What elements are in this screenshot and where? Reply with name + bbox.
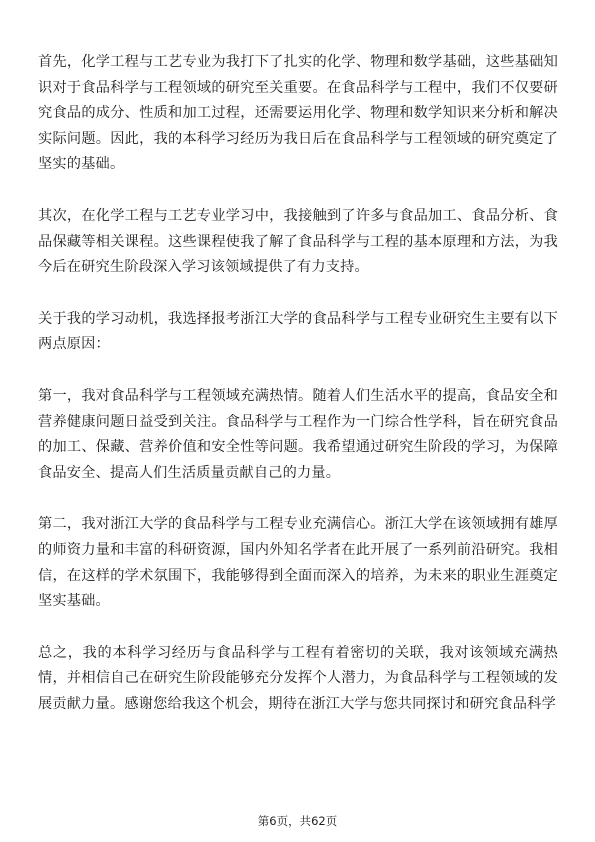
paragraph-gap	[38, 486, 558, 512]
document-body	[38, 50, 558, 717]
paragraph-2: 其次，在化学工程与工艺专业学习中，我接触到了许多与食品加工、食品分析、食品保藏等相关课程。这些课程使我了解了食品科学与工程的基本原理和方法，为我今后在研究生阶段深入学习该领域提供了有力支持。	[38, 207, 558, 276]
paragraph-gap	[38, 358, 558, 384]
paragraph-1: 首先，化学工程与工艺专业为我打下了扎实的化学、物理和数学基础，这些基础知识对于食品科学与工程领域的研究至关重要。在食品科学与工程中，我们不仅要研究食品的成分、性质和加工过程，还需要运用化学、物理和数学知识来分析和解决实际问题。因此，我的本科学习经历为我日后在食品科学与工程领域的研究奠定了坚实的基础。	[38, 54, 558, 173]
paragraph-6: 总之，我的本科学习经历与食品科学与工程有着密切的关联，我对该领域充满热情，并相信自己在研究生阶段能够充分发挥个人潜力，为食品科学与工程领域的发展贡献力量。感谢您给我这个机会，期待在浙江大学与您共同探讨和研究食品科学	[38, 644, 558, 712]
paragraph-gap	[38, 615, 558, 641]
paragraph-gap	[38, 281, 558, 307]
paragraph-3: 关于我的学习动机，我选择报考浙江大学的食品科学与工程专业研究生主要有以下两点原因：	[38, 310, 558, 353]
paragraph-4: 第一，我对食品科学与工程领域充满热情。随着人们生活水平的提高，食品安全和营养健康问题日益受到关注。食品科学与工程作为一门综合性学科，旨在研究食品的加工、保藏、营养价值和安全性等问题。我希望通过研究生阶段的学习，为保障食品安全、提高人们生活质量贡献自己的力量。	[38, 387, 558, 481]
page-number-footer: 第6页，共62页	[257, 814, 338, 828]
paragraph-gap	[38, 178, 558, 204]
paragraph-5: 第二，我对浙江大学的食品科学与工程专业充满信心。浙江大学在该领域拥有雄厚的师资力量和丰富的科研资源，国内外知名学者在此开展了一系列前沿研究。我相信，在这样的学术氛围下，我能够得到全面而深入的培养，为未来的职业生涯奠定坚实基础。	[38, 516, 558, 610]
